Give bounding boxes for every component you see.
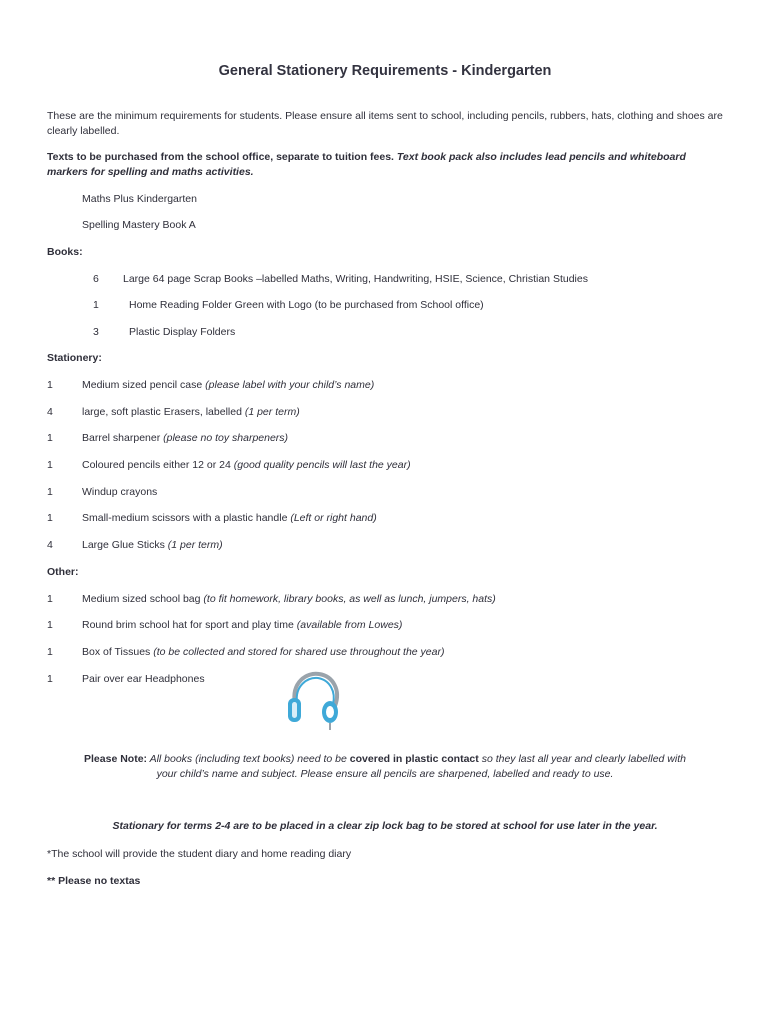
item-description: Home Reading Folder Green with Logo (to be purchased from School office) [129,299,484,311]
item-quantity: 4 [47,539,53,551]
item-description: Coloured pencils either 12 or 24 [82,459,231,471]
item-quantity: 1 [47,379,53,391]
item-description: Windup crayons [82,486,158,498]
item-description: Medium sized school bag [82,593,201,605]
item-note: (1 per term) [244,406,300,418]
item-quantity: 1 [47,593,53,605]
item-quantity: 4 [47,406,53,418]
intro-paragraph: These are the minimum requirements for students. Please ensure all items sent to school, including pencils, rubbers, hats, clothing and shoes are clearly labelled. [47,110,723,137]
item-note: (good quality pencils will last the year) [233,459,411,471]
please-note-text: your child’s name and subject. Please ensure all pencils are sharpened, labelled and ready to use. [156,768,614,780]
item-description: Medium sized pencil case [82,379,203,391]
item-quantity: 1 [47,619,53,631]
other-heading: Other: [47,566,79,578]
texts-note-bold: Texts to be purchased from the school office, separate to tuition fees. [47,151,394,163]
text-book-item: Maths Plus Kindergarten [82,193,197,205]
please-note-paragraph [40,752,730,782]
item-note: (1 per term) [167,539,223,551]
page-title: General Stationery Requirements - Kindergarten [218,63,552,79]
item-quantity: 6 [93,273,99,285]
texts-purchase-note [47,150,727,180]
textas-note: ** Please no textas [47,875,141,887]
item-quantity: 1 [47,512,53,524]
books-heading: Books: [47,246,83,258]
item-note: (to fit homework, library books, as well as lunch, jumpers, hats) [203,593,496,605]
item-note: (Left or right hand) [290,512,377,524]
item-description: Large Glue Sticks [82,539,165,551]
item-description: Box of Tissues [82,646,151,658]
item-quantity: 1 [47,432,53,444]
zip-lock-note: Stationary for terms 2-4 are to be placed in a clear zip lock bag to be stored at school for use later in the year. [112,820,658,832]
item-quantity: 3 [93,326,99,338]
item-description: Plastic Display Folders [129,326,236,338]
item-description: Large 64 page Scrap Books –labelled Maths, Writing, Handwriting, HSIE, Science, Christian Studies [123,273,588,285]
please-note-label: Please Note: [84,753,148,765]
text-book-item: Spelling Mastery Book A [82,219,196,231]
item-description: Pair over ear Headphones [82,673,205,685]
please-note-emphasis: covered in plastic contact [349,753,479,765]
item-note: (please no toy sharpeners) [163,432,289,444]
item-note: (to be collected and stored for shared use throughout the year) [153,646,445,658]
item-description: Round brim school hat for sport and play time [82,619,294,631]
item-description: Barrel sharpener [82,432,161,444]
item-description: Small-medium scissors with a plastic handle [82,512,288,524]
item-quantity: 1 [47,486,53,498]
please-note-text: so they last all year and clearly labelled with [481,753,686,765]
item-note: (available from Lowes) [296,619,403,631]
texts-note-italic: Text book pack also includes lead pencils and whiteboard markers for spelling and maths activities. [47,151,686,178]
item-quantity: 1 [93,299,99,311]
please-note-text: All books (including text books) need to be [149,753,347,765]
headphones-icon [285,668,345,732]
item-quantity: 1 [47,459,53,471]
item-quantity: 1 [47,646,53,658]
item-description: large, soft plastic Erasers, labelled [82,406,242,418]
stationery-heading: Stationery: [47,352,102,364]
diary-note: *The school will provide the student diary and home reading diary [47,848,352,860]
item-quantity: 1 [47,673,53,685]
item-note: (please label with your child’s name) [205,379,375,391]
